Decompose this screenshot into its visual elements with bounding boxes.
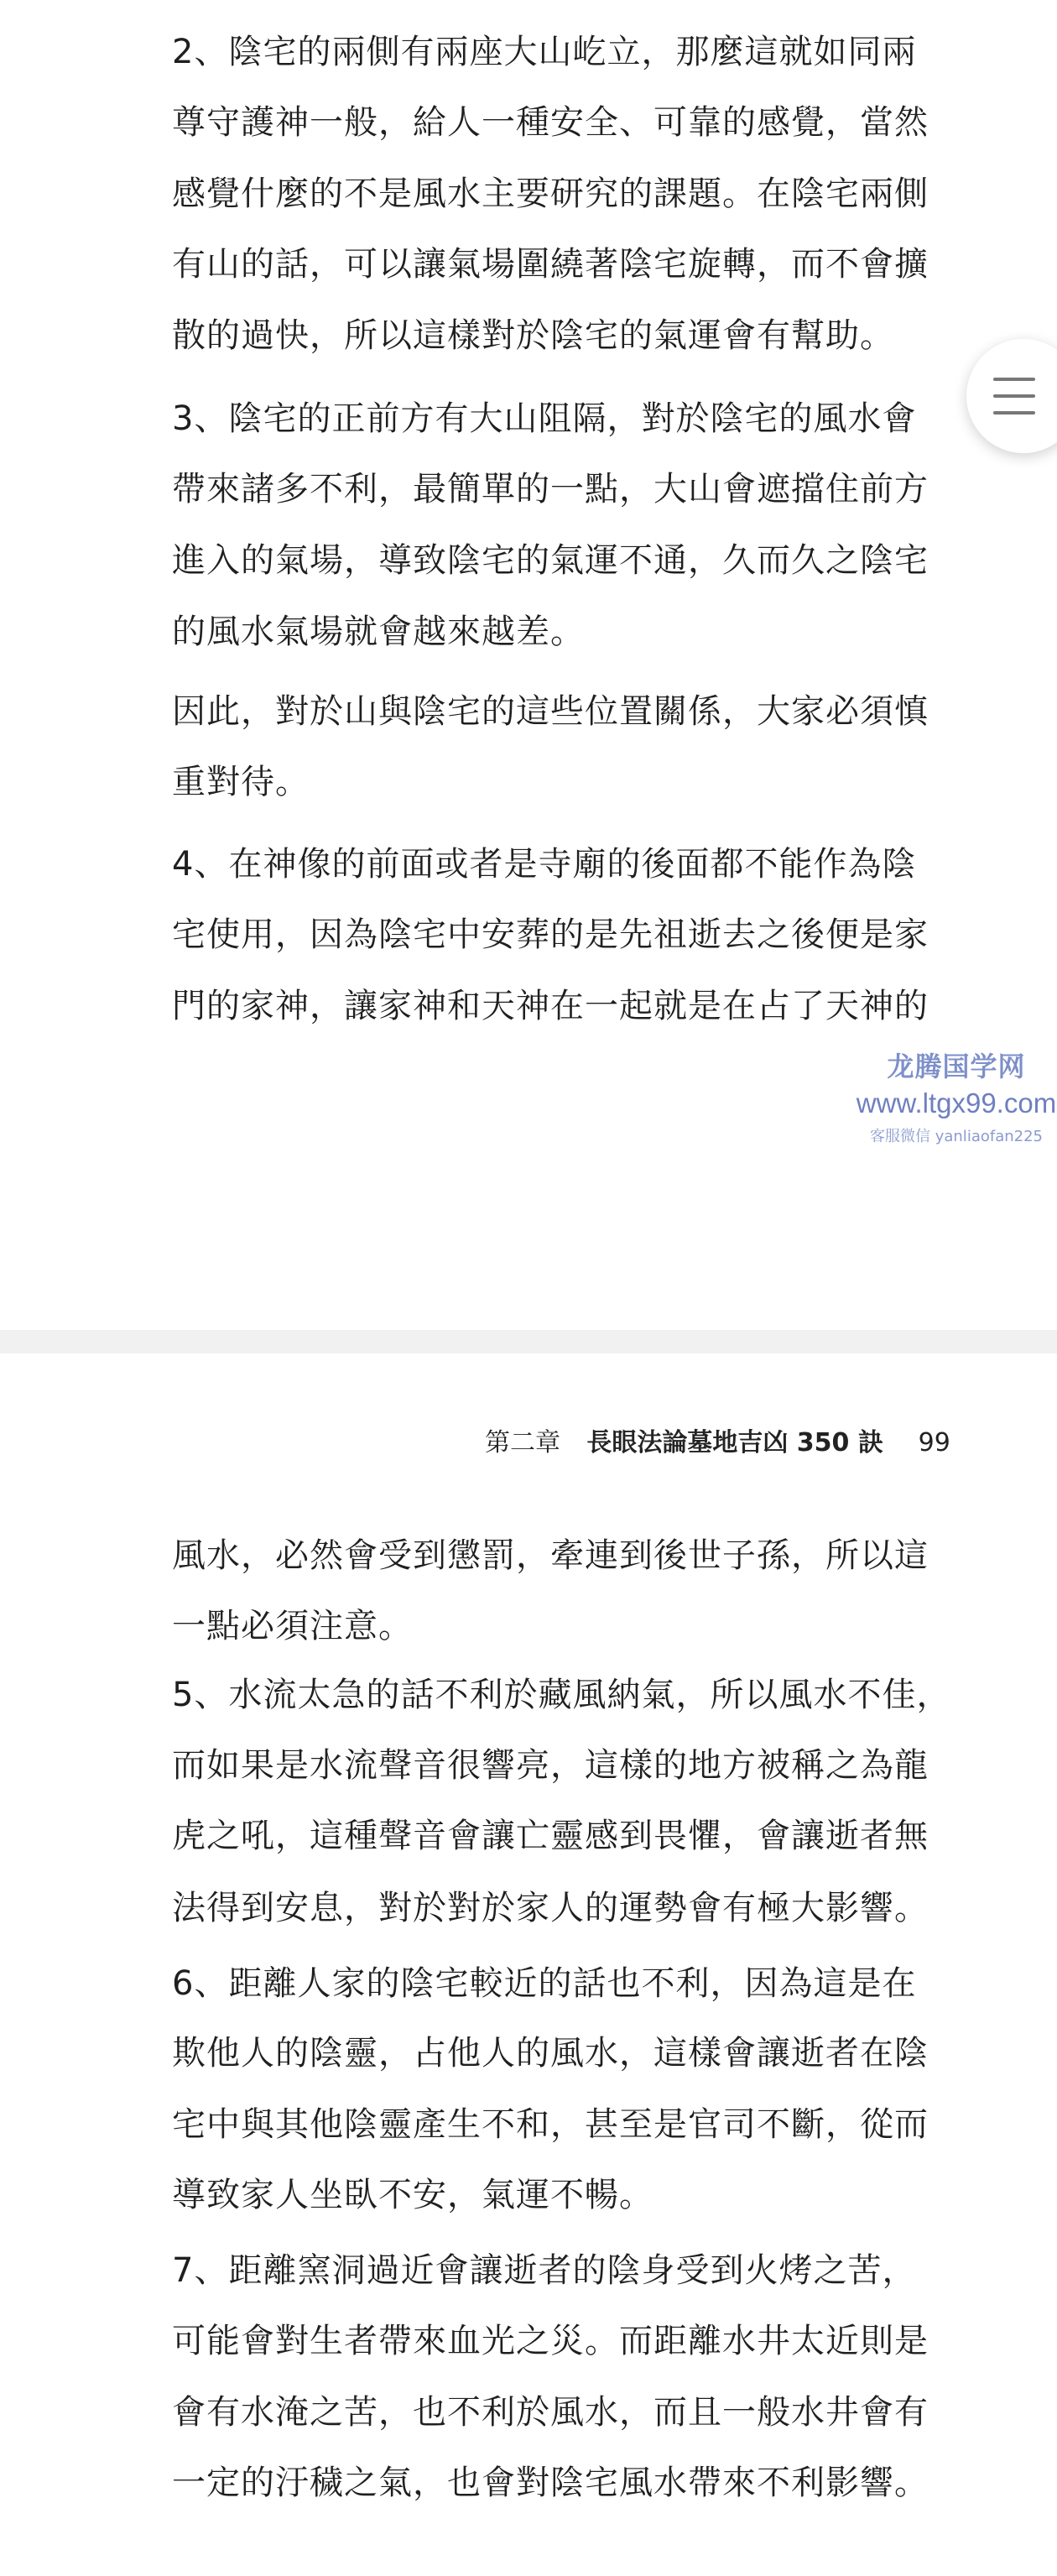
- hamburger-menu-icon: [993, 378, 1035, 381]
- text-line: 7、距離窯洞過近會讓逝者的陰身受到火烤之苦，: [172, 2251, 917, 2290]
- page-separator: [0, 1330, 1057, 1353]
- text-line: 3、陰宅的正前方有大山阻隔，對於陰宅的風水會: [172, 399, 917, 438]
- text-line: 散的過快，所以這樣對於陰宅的氣運會有幫助。: [172, 316, 894, 355]
- text-line: 一點必須注意。: [172, 1607, 413, 1645]
- text-line: 重對待。: [172, 763, 310, 801]
- hamburger-menu-icon: [993, 411, 1035, 415]
- text-line: 一定的汙穢之氣，也會對陰宅風水帶來不利影響。: [172, 2464, 929, 2502]
- text-line: 宅中與其他陰靈產生不和，甚至是官司不斷，從而: [172, 2105, 929, 2144]
- watermark-contact: 客服微信 yanliaofan225: [870, 1128, 1043, 1145]
- text-line: 導致家人坐臥不安，氣運不暢。: [172, 2176, 653, 2214]
- watermark-url: www.ltgx99.com: [856, 1087, 1057, 1119]
- text-line: 有山的話，可以讓氣場圍繞著陰宅旋轉，而不會擴: [172, 245, 929, 284]
- chapter-label: 第二章: [485, 1428, 560, 1457]
- text-line: 門的家神，讓家神和天神在一起就是在占了天神的: [172, 987, 929, 1025]
- text-line: 5、水流太急的話不利於藏風納氣，所以風水不佳，: [172, 1676, 951, 1714]
- text-line: 虎之吼，這種聲音會讓亡靈感到畏懼，會讓逝者無: [172, 1817, 929, 1855]
- text-line: 宅使用，因為陰宅中安葬的是先祖逝去之後便是家: [172, 915, 929, 954]
- text-line: 帶來諸多不利，最簡單的一點，大山會遮擋住前方: [172, 470, 929, 508]
- page-number: 99: [918, 1428, 950, 1457]
- text-line: 尊守護神一般，給人一種安全、可靠的感覺，當然: [172, 103, 929, 142]
- running-header: [485, 1426, 950, 1460]
- site-watermark: [856, 1045, 1057, 1179]
- text-line: 4、在神像的前面或者是寺廟的後面都不能作為陰: [172, 845, 917, 884]
- text-line: 因此，對於山與陰宅的這些位置關係，大家必須慎: [172, 692, 929, 731]
- text-line: 2、陰宅的兩側有兩座大山屹立，那麼這就如同兩: [172, 33, 917, 71]
- text-line: 6、距離人家的陰宅較近的話也不利，因為這是在: [172, 1964, 917, 2003]
- text-line: 法得到安息，對於對於家人的運勢會有極大影響。: [172, 1889, 929, 1927]
- text-line: 欺他人的陰靈，占他人的風水，這樣會讓逝者在陰: [172, 2034, 929, 2073]
- watermark-name: 龙腾国学网: [887, 1051, 1026, 1082]
- text-line: 的風水氣場就會越來越差。: [172, 613, 585, 651]
- header-title: 長眼法論墓地吉凶 350 訣: [586, 1428, 883, 1457]
- text-line: 而如果是水流聲音很響亮，這樣的地方被稱之為龍: [172, 1746, 929, 1785]
- hamburger-menu-icon: [993, 394, 1035, 398]
- text-line: 感覺什麼的不是風水主要研究的課題。在陰宅兩側: [172, 175, 929, 213]
- text-line: 可能會對生者帶來血光之災。而距離水井太近則是: [172, 2322, 929, 2360]
- text-line: 風水，必然會受到懲罰，牽連到後世子孫，所以這: [172, 1536, 929, 1575]
- text-line: 進入的氣場，導致陰宅的氣運不通，久而久之陰宅: [172, 541, 929, 580]
- text-line: 會有水淹之苦，也不利於風水，而且一般水井會有: [172, 2393, 929, 2432]
